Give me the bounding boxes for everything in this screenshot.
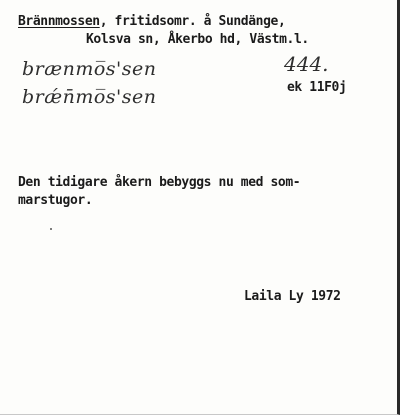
body-text-line-2: marstugor.: [18, 193, 93, 208]
header-location-text: , fritidsomr. å Sundänge,: [99, 14, 286, 29]
signature: Laila Ly 1972: [244, 289, 341, 304]
header-line-1: [18, 14, 285, 29]
map-code: ek 11F0j: [287, 80, 347, 95]
place-name: Brännmossen: [18, 14, 100, 29]
paper-speck: [50, 228, 52, 230]
pronunciation-line-1: brænmo̅s'sen: [22, 58, 157, 80]
pronunciation-line-2: brǽn̄mo̅s'sen: [22, 86, 157, 108]
reference-number: 444.: [284, 52, 329, 76]
header-line-2: Kolsva sn, Åkerbo hd, Västm.l.: [86, 32, 309, 47]
body-text-line-1: Den tidigare åkern bebyggs nu med som-: [18, 175, 301, 190]
